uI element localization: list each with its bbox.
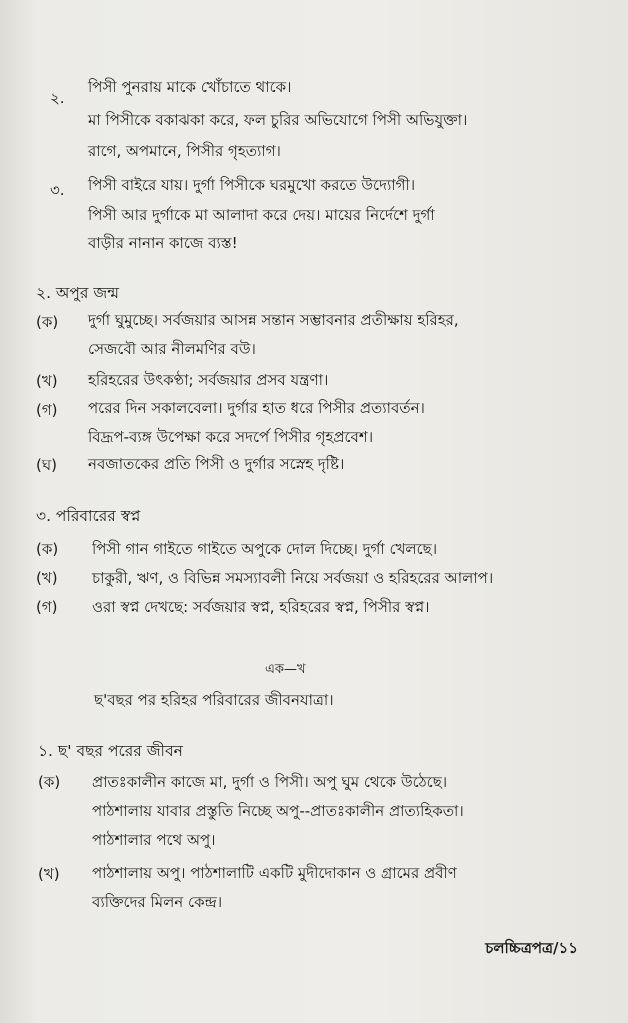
text-line: ওরা স্বপ্ন দেখছে: সর্বজয়ার স্বপ্ন, হরিহরের স্বপ্ন, পিসীর স্বপ্ন।	[92, 598, 430, 616]
text-line: পিসী পুনরায় মাকে খোঁচাতে থাকে।	[88, 78, 292, 96]
section-heading: ১. ছ' বছর পরের জীবন	[38, 742, 183, 760]
text-line: ব্যক্তিদের মিলন কেন্দ্র।	[92, 893, 223, 911]
item-marker: (গ)	[36, 401, 58, 419]
text-line: পিসী গান গাইতে গাইতে অপুকে দোল দিচ্ছে। দুর্গা খেলছে।	[92, 540, 438, 558]
page-footer: চলচ্চিত্রপত্র/১১	[485, 939, 578, 957]
item-marker: (ঘ)	[36, 456, 57, 474]
item-marker: (খ)	[38, 865, 60, 883]
text-line: রাগে, অপমানে, পিসীর গৃহত্যাগ।	[88, 142, 281, 160]
item-marker: (ক)	[38, 773, 61, 791]
text-line: সেজবৌ আর নীলমণির বউ।	[88, 340, 256, 358]
section-heading: ৩. পরিবারের স্বপ্ন	[36, 507, 141, 525]
text-line: বিদ্রূপ-ব্যঙ্গ উপেক্ষা করে সদর্পে পিসীর গৃহপ্রবেশ।	[88, 428, 374, 446]
text-line: বাড়ীর নানান কাজে ব্যস্ত!	[88, 234, 238, 252]
part-summary: ছ'বছর পর হরিহর পরিবারের জীবনযাত্রা।	[94, 691, 334, 709]
text-line: পাঠশালায় অপু। পাঠশালাটি একটি মুদীদোকান ও গ্রামের প্রবীণ	[92, 864, 457, 882]
item-number: ৩.	[50, 181, 65, 199]
text-line: দুর্গা ঘুমুচ্ছে। সর্বজয়ার আসন্ন সন্তান সম্ভাবনার প্রতীক্ষায় হরিহর,	[88, 311, 459, 329]
text-line: পাঠশালার পথে অপু।	[92, 831, 216, 849]
text-line: চাকুরী, ঋণ, ও বিভিন্ন সমস্যাবলী নিয়ে সর্বজয়া ও হরিহরের আলাপ।	[92, 569, 494, 587]
text-line: হরিহরের উৎকণ্ঠা; সর্বজয়ার প্রসব যন্ত্রণা।	[88, 371, 329, 389]
text-line: মা পিসীকে বকাঝকা করে, ফল চুরির অভিযোগে পিসী অভিযুক্তা।	[88, 111, 468, 129]
text-line: নবজাতকের প্রতি পিসী ও দুর্গার সস্নেহ দৃষ্টি।	[88, 455, 345, 473]
item-marker: (ক)	[36, 313, 59, 331]
item-marker: (খ)	[36, 569, 58, 587]
text-line: পিসী আর দুর্গাকে মা আলাদা করে দেয়। মায়ের নির্দেশে দুর্গা	[88, 206, 435, 224]
text-line: পাঠশালায় যাবার প্রস্তুতি নিচ্ছে অপু--প্রাতঃকালীন প্রাত্যহিকতা।	[92, 802, 464, 820]
section-heading: ২. অপুর জন্ম	[36, 284, 119, 302]
item-number: ২.	[50, 89, 65, 107]
part-title: এক—খ	[265, 662, 306, 677]
item-marker: (খ)	[36, 372, 58, 390]
text-line: পিসী বাইরে যায়। দুর্গা পিসীকে ঘরমুখো করতে উদ্যোগী।	[88, 176, 416, 194]
item-marker: (গ)	[36, 598, 58, 616]
text-line: প্রাতঃকালীন কাজে মা, দুর্গা ও পিসী। অপু ঘুম থেকে উঠেছে।	[92, 773, 448, 791]
item-marker: (ক)	[36, 540, 59, 558]
text-line: পরের দিন সকালবেলা। দুর্গার হাত ধরে পিসীর প্রত্যাবর্তন।	[88, 399, 425, 417]
